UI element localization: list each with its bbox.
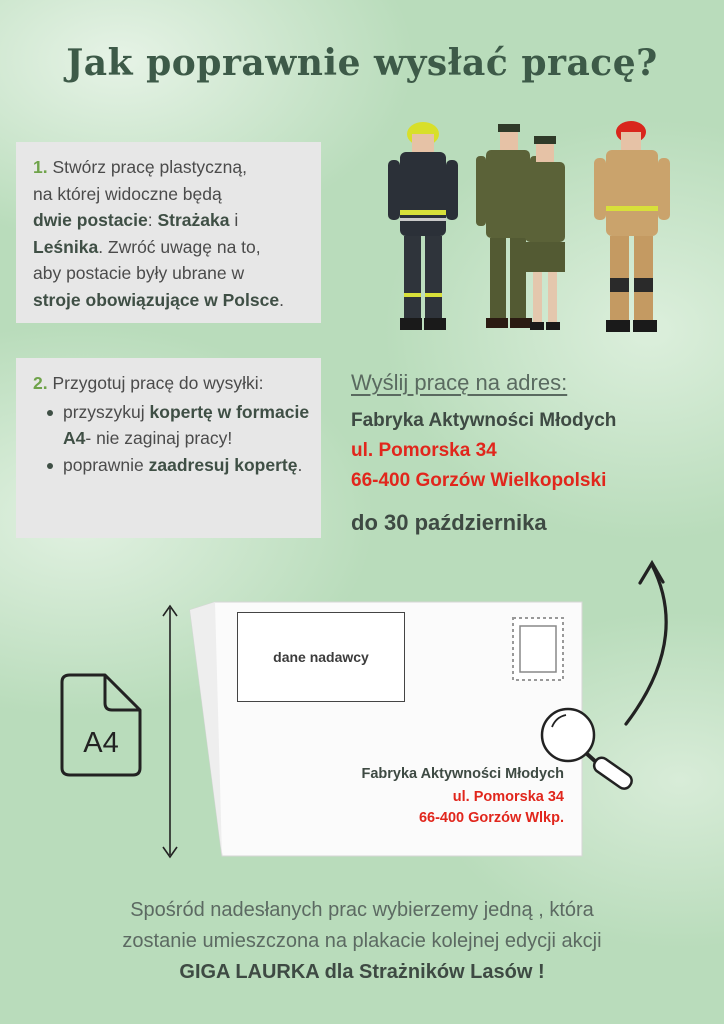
envelope-address-line-2: ul. Pomorska 34 xyxy=(452,789,564,805)
step-1-text: i xyxy=(229,210,239,230)
step-1-bold: dwie postacie xyxy=(33,210,148,230)
a4-label: A4 xyxy=(83,727,119,759)
stamp-icon xyxy=(513,618,563,680)
footer-line-2: zostanie umieszczona na plakacie kolejnej edycji akcji xyxy=(122,930,602,952)
step-1-text: : xyxy=(147,210,158,230)
curved-arrow-icon xyxy=(626,563,666,724)
step-1-text: na której widoczne będą xyxy=(33,183,222,204)
list-text: - nie zaginaj pracy! xyxy=(85,428,233,448)
address-line-1: Fabryka Aktywności Młodych xyxy=(351,410,617,431)
envelope-address-line-3: 66-400 Gorzów Wlkp. xyxy=(418,810,564,826)
address-line-3: 66-400 Gorzów Wielkopolski xyxy=(351,470,607,491)
envelope-address-line-1: Fabryka Aktywności Młodych xyxy=(361,766,564,782)
deadline: do 30 października xyxy=(351,510,547,535)
step-1-number: 1. xyxy=(33,157,48,177)
step-2-text: Przygotuj pracę do wysyłki: xyxy=(52,373,264,393)
footer-line-1: Spośród nadesłanych prac wybierzemy jedną , która xyxy=(130,899,594,921)
step-1-text: Stwórz pracę plastyczną, xyxy=(52,157,248,177)
step-1-text: . Zwróć uwagę na to, xyxy=(98,236,261,257)
list-bold: kopertę w formacie A4 xyxy=(63,401,310,448)
list-bold: zaadresuj kopertę xyxy=(148,454,298,475)
step-1-bold: Strażaka xyxy=(157,210,230,230)
sender-data-box: dane nadawcy xyxy=(237,612,405,702)
step-1-text: aby postacie były ubrane w xyxy=(33,263,245,283)
list-text: poprawnie xyxy=(63,454,149,475)
step-1-text: . xyxy=(279,289,284,310)
page-title: Jak poprawnie wysłać pracę? xyxy=(66,42,658,84)
step-1-bold: stroje obowiązujące w Polsce xyxy=(33,289,280,310)
list-text: przyszykuj xyxy=(63,401,150,422)
address-heading: Wyślij pracę na adres: xyxy=(351,370,568,395)
address-line-2: ul. Pomorska 34 xyxy=(351,440,497,461)
a4-document-icon xyxy=(62,675,140,775)
step-1-bold: Leśnika xyxy=(33,236,99,257)
footer-line-3: GIGA LAURKA dla Strażników Lasów ! xyxy=(179,961,545,983)
footer-text xyxy=(0,895,724,988)
step-2-number: 2. xyxy=(33,373,48,393)
height-arrow-icon xyxy=(163,606,177,857)
list-text: . xyxy=(297,454,303,475)
